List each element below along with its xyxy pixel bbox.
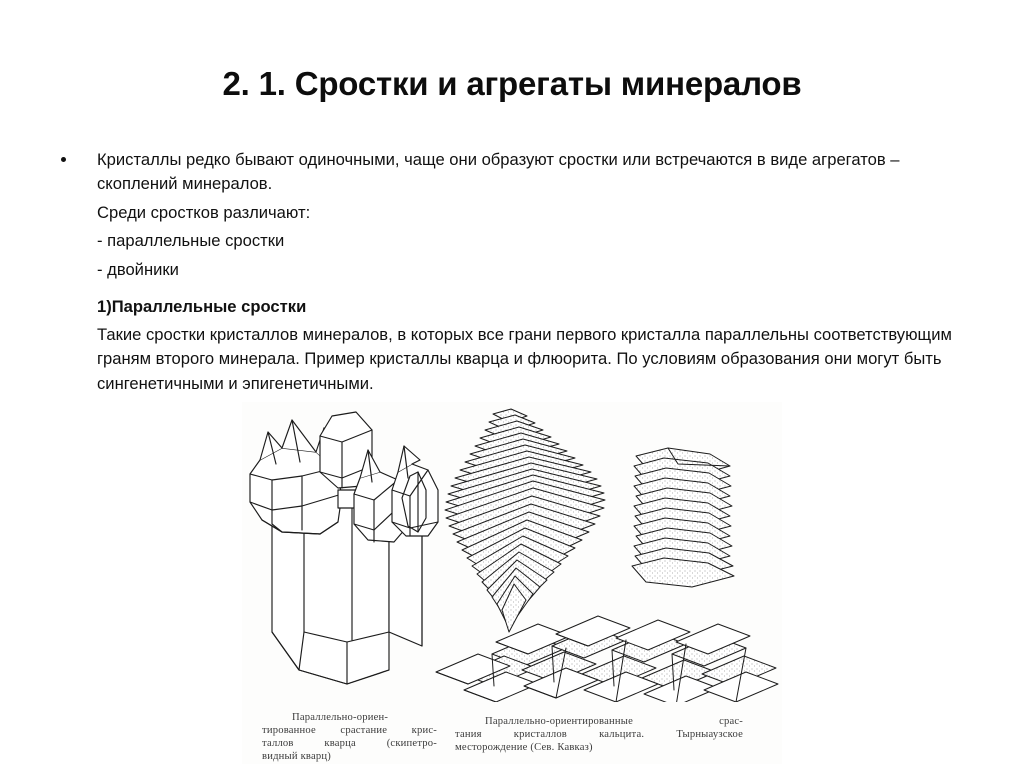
caption-right-line-3: месторождение (Сев. Кавказ)	[455, 741, 593, 753]
bullet-dot-icon	[61, 157, 66, 162]
caption-left-line-2: тированное срастание крис-	[262, 724, 437, 736]
calcite-column-stack-drawing	[632, 448, 734, 587]
figure-caption-right	[455, 716, 743, 755]
figure-caption-left	[262, 712, 437, 764]
page-title: 2. 1. Сростки и агрегаты минералов	[222, 65, 802, 102]
section-paragraph: Такие сростки кристаллов минералов, в которых все грани первого кристалла параллельны соответствующим граням второго минерала. Пример кристаллы кварца и флюорита. По условиям образования они могут быть сингенетичными и эпигенетичными.	[97, 325, 952, 393]
section-block	[97, 297, 959, 396]
bullet-list-item	[55, 148, 955, 282]
section-heading: 1)Параллельные сростки	[97, 297, 307, 316]
caption-right-line-2: тания кристаллов кальцита. Тырныаузское	[455, 728, 743, 740]
lead-paragraph: Кристаллы редко бывают одиночными, чаще они образуют сростки или встречаются в виде агрегатов – скоплений минералов.	[97, 150, 900, 194]
calcite-lens-stack-drawing	[445, 409, 605, 632]
caption-left-line-4: видный кварц)	[262, 750, 331, 762]
caption-left-line-3: таллов кварца (скипетро-	[262, 737, 437, 749]
crystal-figure	[242, 402, 782, 764]
body-line-2: Среди сростков различают:	[97, 202, 311, 222]
body-text-block	[55, 148, 955, 282]
caption-left-line-1: Параллельно-ориен-	[292, 712, 389, 723]
body-line-3: - параллельные сростки	[97, 231, 285, 251]
caption-right-line-1: Параллельно-ориентированные срас-	[485, 716, 743, 727]
body-line-4: - двойники	[97, 259, 179, 279]
calcite-lattice-drawing	[436, 616, 778, 702]
crystal-figure-illustration	[242, 402, 782, 702]
sceptre-quartz-drawing	[250, 412, 438, 684]
